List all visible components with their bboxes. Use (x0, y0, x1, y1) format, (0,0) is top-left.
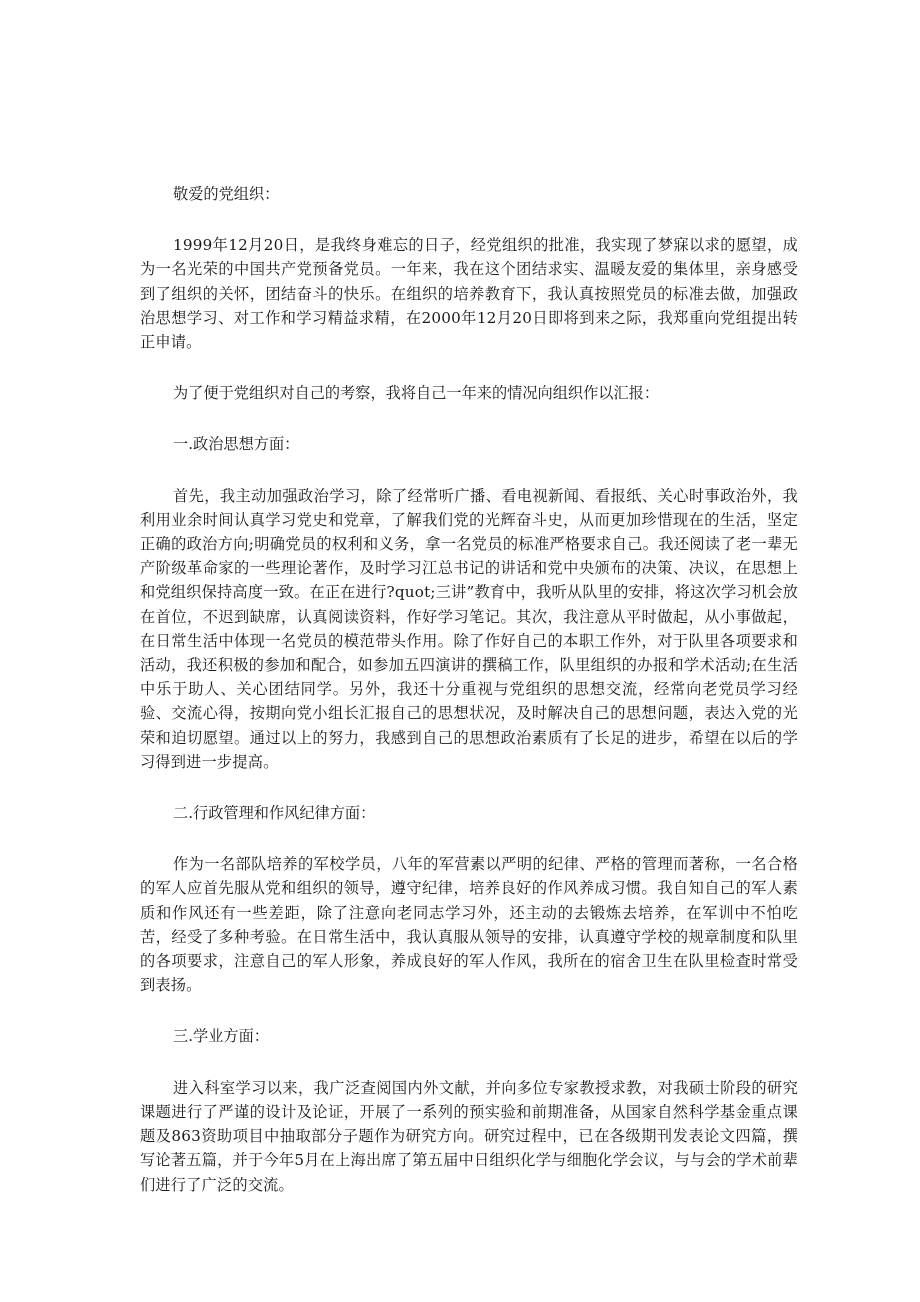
section-body-academic: 进入科室学习以来，我广泛查阅国内外文献，并向多位专家教授求教，对我硕士阶段的研究课题进行了严谨的设计及论证，开展了一系列的预实验和前期准备，从国家自然科学基金重点课题及863资助项目中抽取部分子题作为研究方向。研究过程中，已在各级期刊发表论文四篇，撰写论著五篇，并于今年5月在上海出席了第五届中日组织化学与细胞化学会议，与与会的学术前辈们进行了广泛的交流。 (140, 1078, 798, 1194)
section-body-discipline: 作为一名部队培养的军校学员，八年的军营素以严明的纪律、严格的管理而著称，一名合格的军人应首先服从党和组织的领导，遵守纪律，培养良好的作风养成习惯。我自知自己的军人素质和作风还有一些差距，除了注意向老同志学习外，还主动的去锻炼去培养，在军训中不怕吃苦，经受了多种考验。在日常生活中，我认真服从领导的安排，认真遵守学校的规章制度和队里的各项要求，注意自己的军人形象，养成良好的军人作风，我所在的宿舍卫生在队里检查时常受到表扬。 (140, 855, 798, 995)
section-heading-academic: 三.学业方面： (173, 1027, 269, 1046)
report-lead: 为了便于党组织对自己的考察，我将自己一年来的情况向组织作以汇报： (173, 384, 659, 403)
section-body-political: 首先，我主动加强政治学习，除了经常听广播、看电视新闻、看报纸、关心时事政治外，我利用业余时间认真学习党史和党章，了解我们党的光辉奋斗史，从而更加珍惜现在的生活，坚定正确的政治方向;明确党员的权利和义务，拿一名党员的标准严格要求自己。我还阅读了老一辈无产阶级革命家的一些理论著作，及时学习江总书记的讲话和党中央颁布的决策、决议，在思想上和党组织保持高度一致。在正在进行?quot;三讲”教育中，我听从队里的安排，将这次学习机会放在首位，不迟到缺席，认真阅读资料，作好学习笔记。其次，我注意从平时做起，从小事做起，在日常生活中体现一名党员的模范带头作用。除了作好自己的本职工作外，对于队里各项要求和活动，我还积极的参加和配合，如参加五四演讲的撰稿工作，队里组织的办报和学术活动;在生活中乐于助人、关心团结同学。另外，我还十分重视与党组织的思想交流，经常向老党员学习经验、交流心得，按期向党小组长汇报自己的思想状况，及时解决自己的思想问题，表达入党的光荣和迫切愿望。通过以上的努力，我感到自己的思想政治素质有了长足的进步，希望在以后的学习得到进一步提高。 (140, 486, 798, 771)
salutation: 敬爱的党组织： (173, 185, 280, 203)
intro-paragraph: 1999年12月20日，是我终身难忘的日子，经党组织的批准，我实现了梦寐以求的愿望，成为一名光荣的中国共产党预备党员。一年来，我在这个团结求实、温暖友爱的集体里，亲身感受到了组织的关怀，团结奋斗的快乐。在组织的培养教育下，我认真按照党员的标准去做，加强政治思想学习、对工作和学习精益求精，在2000年12月20日即将到来之际，我郑重向党组提出转正申请。 (140, 236, 798, 352)
section-heading-discipline: 二.行政管理和作风纪律方面： (173, 804, 376, 823)
letter-body (140, 182, 798, 1224)
section-heading-political: 一.政治思想方面： (173, 435, 300, 454)
